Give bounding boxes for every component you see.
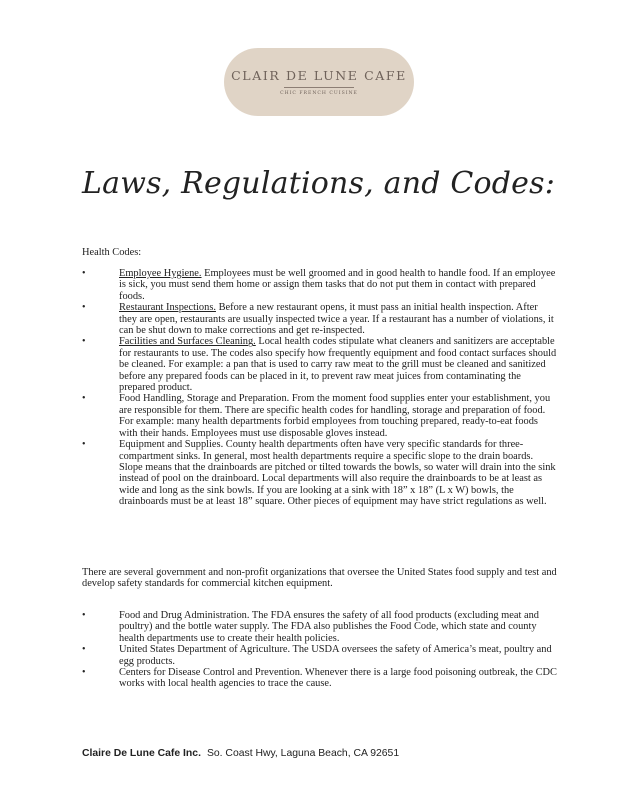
list-item-text: County health departments often have very specific standards for three-compartment sinks. In general, most health departments require a specific slope to the drain boards. Slope means that the drainboards are pitched or tilted towards the bowls, so water will drain into the sink instead of pool on the drainboard. Local departments will also require the drainboards to be at least as wide and long as the sink bowls. If you are looking at a sink with 18” x 18” (L x W) bowls, the drainboards must be at least 18” square. Other pieces of equipment may have strict regulations as well. <box>119 439 556 508</box>
health-codes-label: Health Codes: <box>82 247 142 258</box>
list-item-text: Centers for Disease Control and Prevention. Whenever there is a large food poisoning outbreak, the CDC works with local health agencies to trace the cause. <box>119 667 557 690</box>
agencies-intro-paragraph: There are several government and non-profit organizations that oversee the United States food supply and test and develop safety standards for commercial kitchen equipment. <box>82 567 557 590</box>
bullet-icon: • <box>82 268 86 279</box>
logo-divider <box>284 87 354 88</box>
cafe-logo <box>224 48 414 116</box>
list-item <box>82 268 558 302</box>
bullet-icon: • <box>82 667 86 679</box>
list-item <box>82 393 558 439</box>
list-item-text: Food and Drug Administration. The FDA ensures the safety of all food products (excluding meat and poultry) and the bottle water supply. The FDA also publishes the Food Code, which state and county health departments use to create their health policies. <box>119 610 539 644</box>
page-footer <box>82 748 399 759</box>
document-title: Laws, Regulations, and Codes: <box>82 166 556 201</box>
bullet-icon: • <box>82 644 86 656</box>
list-item-term: Facilities and Surfaces Cleaning. <box>119 336 256 348</box>
bullet-icon: • <box>82 336 86 348</box>
footer-address: So. Coast Hwy, Laguna Beach, CA 92651 <box>206 748 400 759</box>
list-item <box>82 302 558 336</box>
list-item <box>82 644 558 667</box>
list-item-term: Employee Hygiene. <box>119 268 202 279</box>
bullet-icon: • <box>82 439 86 451</box>
list-item <box>82 336 558 393</box>
list-item-term: Restaurant Inspections. <box>119 302 216 314</box>
list-item-text: From the moment food supplies enter your establishment, you are responsible for them. There are specific health codes for handling, storage and preparation of food. For example: many health departments forbid employees from touching prepared, ready-to-eat foods with their hands. Employees must use disposable gloves instead. <box>119 393 551 439</box>
list-item-text: United States Department of Agriculture. The USDA oversees the safety of America’s meat, poultry and egg products. <box>119 644 552 667</box>
list-item <box>82 610 558 644</box>
list-item-text: Before a new restaurant opens, it must pass an initial health inspection. After they are open, restaurants are usually inspected twice a year. If a restaurant has a number of violations, it can be shut down to make corrections and get re-inspected. <box>119 302 554 337</box>
list-item <box>82 439 558 507</box>
list-item <box>82 667 558 690</box>
list-item-text: Employees must be well groomed and in good health to handle food. If an employee is sick, you must send them home or assign them tasks that do not put them in contact with prepared foods. <box>119 268 556 302</box>
logo-tagline: CHIC FRENCH CUISINE <box>280 91 358 96</box>
bullet-icon: • <box>82 610 86 621</box>
bullet-icon: • <box>82 302 86 314</box>
list-item-term: Equipment and Supplies. <box>119 439 224 451</box>
health-codes-list <box>82 268 558 508</box>
bullet-icon: • <box>82 393 86 405</box>
list-item-term: Food Handling, Storage and Preparation. <box>119 393 290 405</box>
logo-name: CLAIR DE LUNE CAFE <box>231 68 407 83</box>
agencies-list <box>82 610 558 690</box>
footer-company: Claire De Lune Cafe Inc. <box>82 748 201 759</box>
list-item-text: Local health codes stipulate what cleaners and sanitizers are acceptable for restaurants to use. The codes also specify how frequently equipment and food contact surfaces should be cleaned. For example: a pan that is used to carry raw meat to the grill must be cleaned and sanitized before any prepared foods can be placed in it, to prevent raw meat juices from contaminating the prepared product. <box>119 336 557 394</box>
